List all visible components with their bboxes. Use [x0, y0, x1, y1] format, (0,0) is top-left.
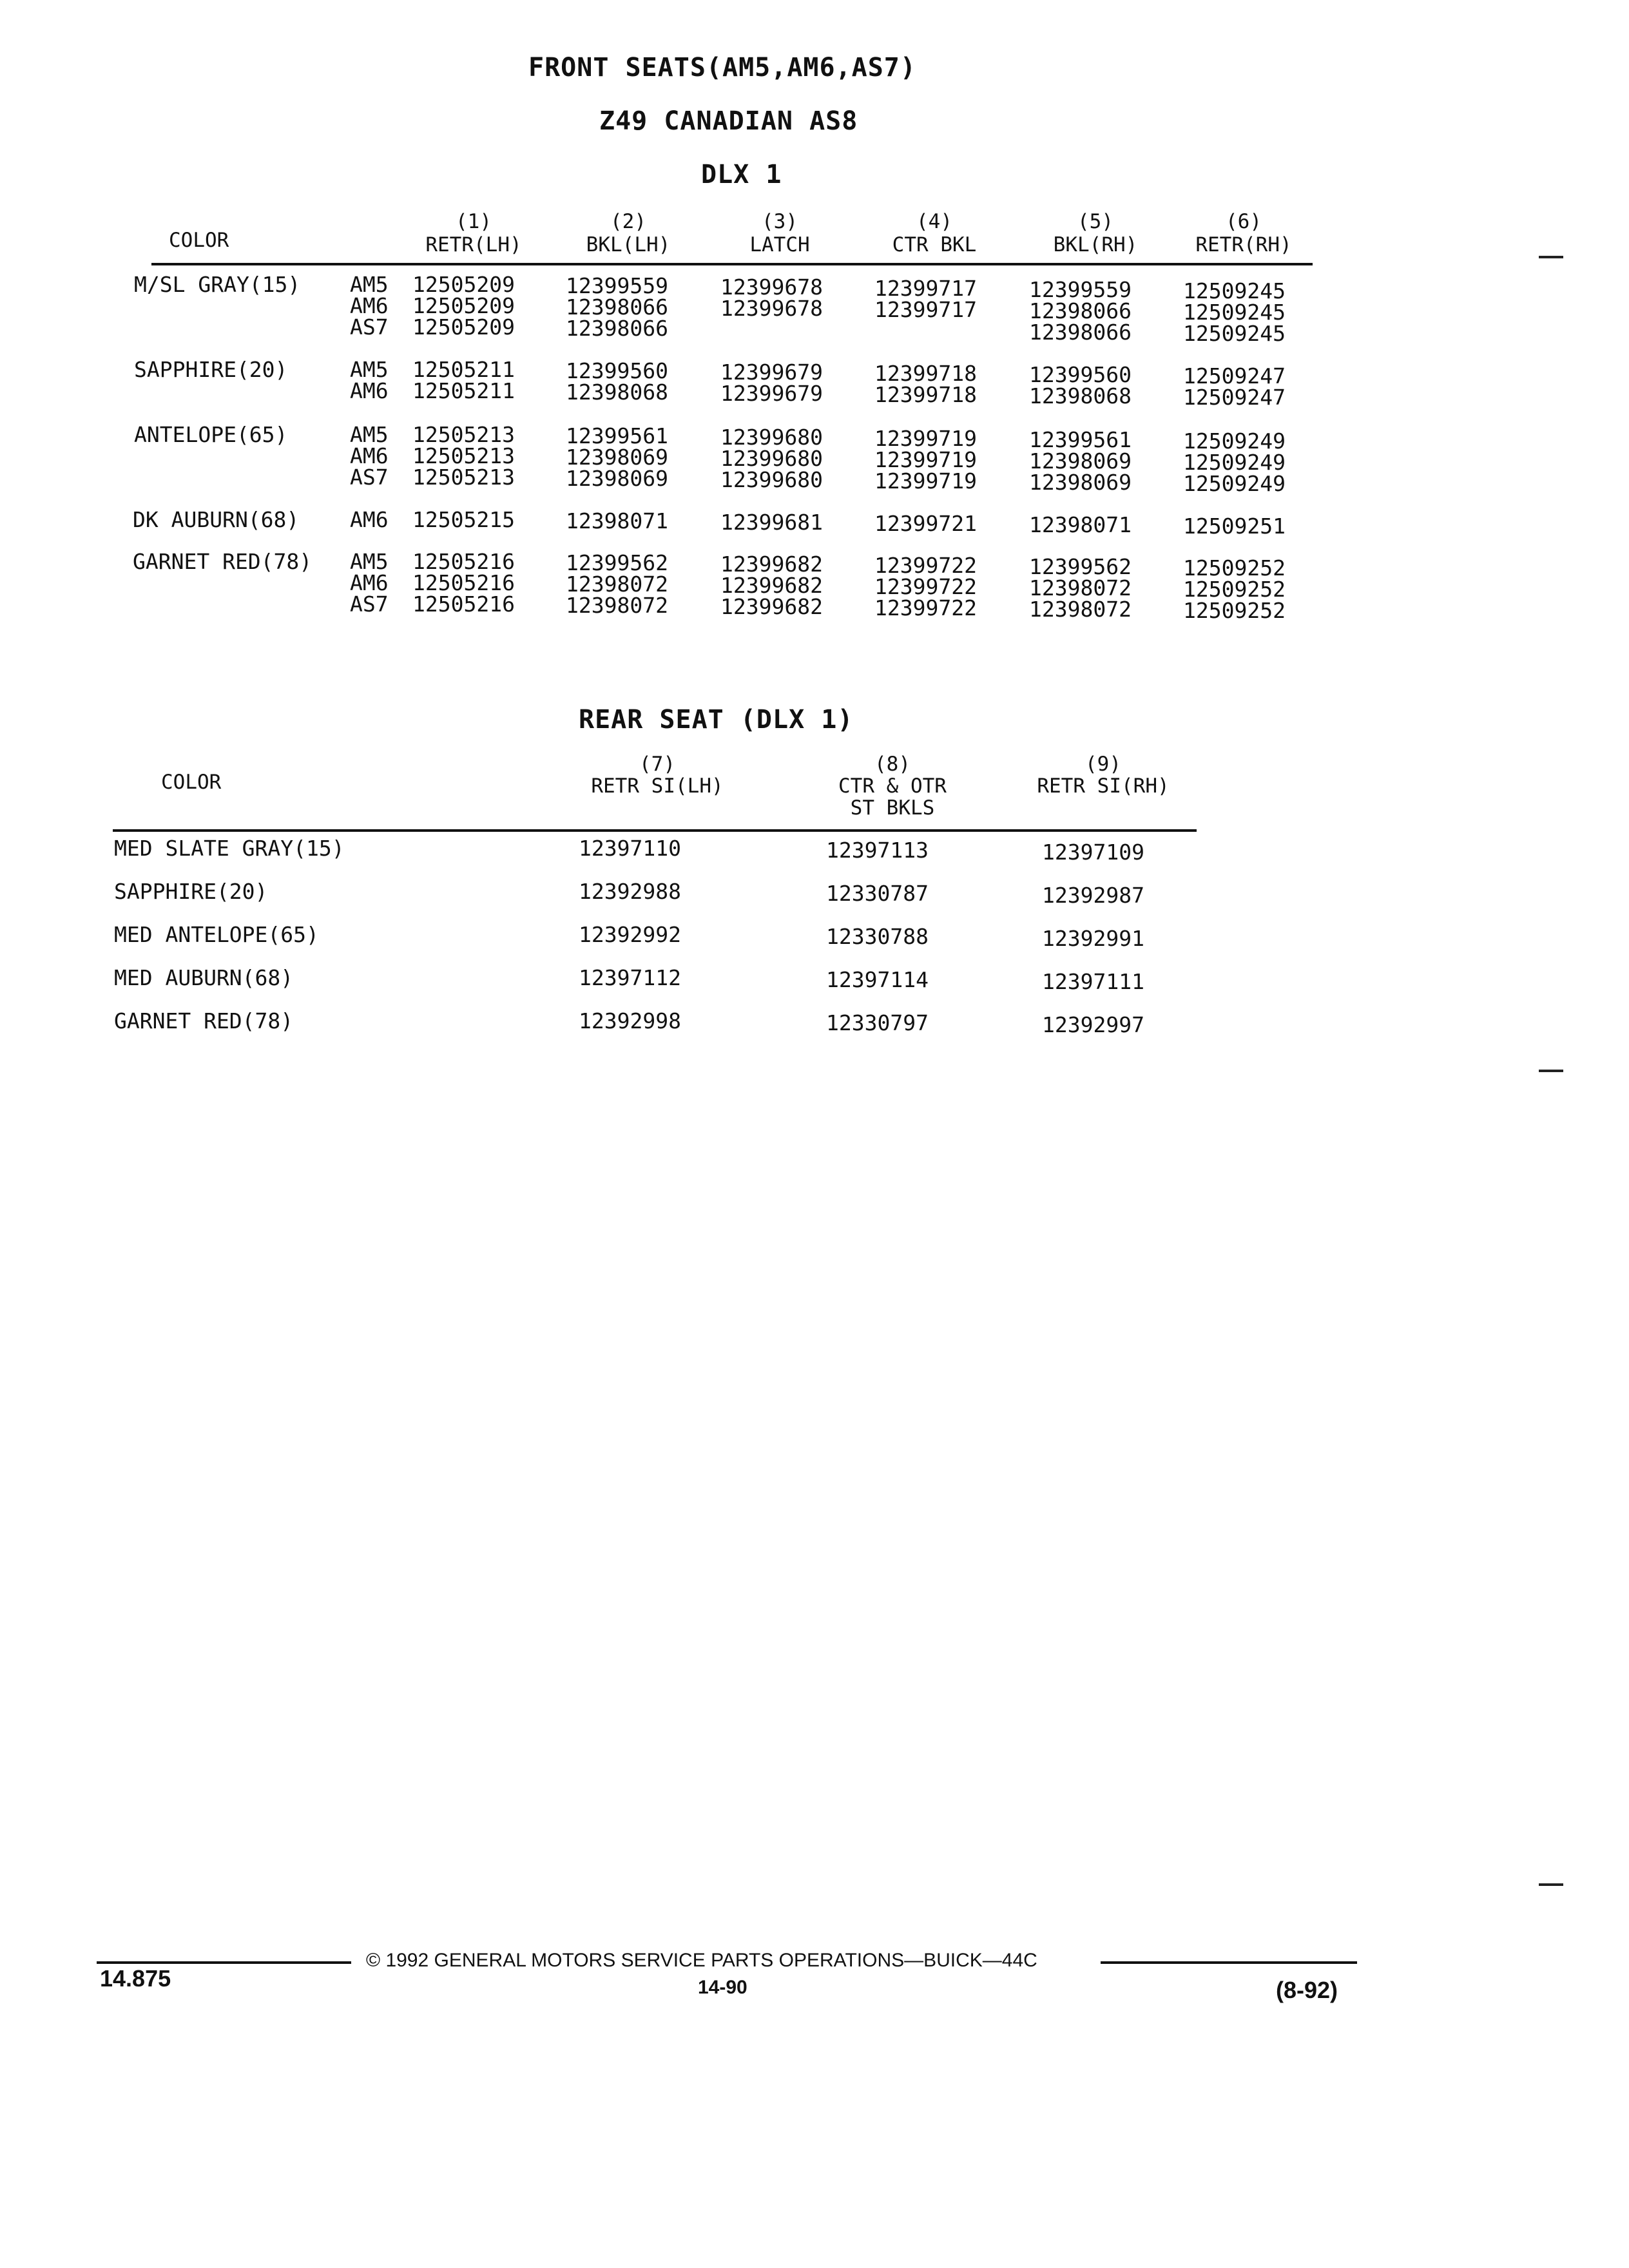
front-part-number: 12509245 [1183, 300, 1286, 325]
rear-part-number: 12392998 [579, 1008, 681, 1033]
front-model-code: AS7 [350, 591, 389, 617]
rear-part-number: 12397109 [1042, 840, 1144, 865]
footer-rule-right [1101, 1961, 1357, 1964]
rear-part-number: 12397110 [579, 836, 681, 861]
front-part-number: 12399559 [566, 273, 668, 298]
front-part-number: 12398068 [1029, 383, 1132, 408]
rear-part-number: 12397112 [579, 965, 681, 990]
front-part-number: 12399718 [874, 361, 977, 386]
front-model-code: AM5 [350, 357, 389, 382]
rear-column-label: CTR & OTR [838, 774, 947, 798]
front-part-number: 12398071 [566, 508, 668, 533]
front-part-number: 12398069 [1029, 470, 1132, 495]
front-part-number: 12509245 [1183, 278, 1286, 303]
front-part-number: 12505211 [412, 357, 515, 382]
front-model-code: AM6 [350, 378, 389, 403]
footer-page-number: 14-90 [698, 1977, 747, 1998]
front-part-number: 12505216 [412, 570, 515, 595]
front-part-number: 12398066 [1029, 320, 1132, 345]
front-part-number: 12509249 [1183, 428, 1286, 454]
front-color-name: DK AUBURN(68) [133, 507, 300, 532]
front-color-name: SAPPHIRE(20) [134, 357, 288, 382]
front-part-number: 12509252 [1183, 577, 1286, 602]
front-part-number: 12509247 [1183, 363, 1286, 389]
front-part-number: 12399562 [1029, 554, 1132, 579]
front-part-number: 12399721 [874, 511, 977, 536]
front-part-number: 12505213 [412, 422, 515, 447]
front-part-number: 12399717 [874, 297, 977, 322]
front-column-label: RETR(RH) [1195, 233, 1292, 256]
front-column-label: CTR BKL [892, 233, 977, 256]
front-part-number: 12398072 [566, 572, 668, 597]
front-part-number: 12399722 [874, 595, 977, 620]
front-part-number: 12399678 [720, 296, 823, 321]
front-part-number: 12399561 [1029, 427, 1132, 452]
front-seats-title: FRONT SEATS(AM5,AM6,AS7) [528, 53, 916, 82]
rear-column-number: (9) [1085, 753, 1121, 776]
front-part-number: 12398066 [566, 294, 668, 320]
front-seats-subtitle: Z49 CANADIAN AS8 [599, 106, 858, 136]
front-part-number: 12399681 [720, 510, 823, 535]
footer-copyright: © 1992 GENERAL MOTORS SERVICE PARTS OPERATIONS—BUICK—44C [366, 1950, 1037, 1971]
front-column-label: LATCH [749, 233, 810, 256]
rear-part-number: 12392987 [1042, 883, 1144, 908]
front-column-label: RETR(LH) [425, 233, 522, 256]
front-part-number: 12509245 [1183, 321, 1286, 346]
rear-color-name: MED AUBURN(68) [114, 965, 294, 990]
front-part-number: 12399682 [720, 594, 823, 619]
front-part-number: 12399680 [720, 425, 823, 450]
front-model-code: AM5 [350, 272, 389, 297]
front-part-number: 12399678 [720, 274, 823, 300]
rear-part-number: 12392992 [579, 922, 681, 947]
front-part-number: 12505209 [412, 272, 515, 297]
front-part-number: 12509249 [1183, 471, 1286, 496]
rear-color-header: COLOR [161, 771, 222, 794]
front-part-number: 12398068 [566, 380, 668, 405]
front-model-code: AM6 [350, 293, 389, 318]
margin-mark [1539, 1070, 1563, 1072]
rear-part-number: 12330797 [826, 1010, 929, 1035]
footer-date: (8-92) [1276, 1977, 1338, 2003]
front-part-number: 12399560 [1029, 362, 1132, 387]
front-part-number: 12505216 [412, 549, 515, 574]
front-model-code: AM5 [350, 422, 389, 447]
front-column-label: BKL(RH) [1053, 233, 1138, 256]
rear-header-rule [113, 829, 1197, 832]
front-part-number: 12399719 [874, 447, 977, 472]
front-column-label: BKL(LH) [586, 233, 671, 256]
front-part-number: 12399562 [566, 550, 668, 575]
front-column-number: (6) [1226, 210, 1262, 233]
front-part-number: 12399559 [1029, 277, 1132, 302]
front-part-number: 12398072 [1029, 575, 1132, 601]
front-part-number: 12399679 [720, 360, 823, 385]
front-part-number: 12399560 [566, 358, 668, 383]
front-part-number: 12399682 [720, 552, 823, 577]
front-part-number: 12399722 [874, 574, 977, 599]
rear-part-number: 12392988 [579, 879, 681, 904]
front-model-code: AM6 [350, 570, 389, 595]
front-part-number: 12398069 [1029, 448, 1132, 474]
front-part-number: 12505213 [412, 465, 515, 490]
front-column-number: (1) [456, 210, 492, 233]
front-part-number: 12398072 [1029, 597, 1132, 622]
rear-part-number: 12392991 [1042, 926, 1144, 951]
front-part-number: 12398069 [566, 445, 668, 470]
rear-part-number: 12330788 [826, 924, 929, 949]
footer-rule-left [97, 1961, 351, 1964]
front-part-number: 12398071 [1029, 512, 1132, 537]
front-part-number: 12509252 [1183, 598, 1286, 623]
front-part-number: 12509252 [1183, 555, 1286, 581]
rear-column-label-line2: ST BKLS [850, 796, 935, 820]
front-color-name: ANTELOPE(65) [134, 422, 288, 447]
front-part-number: 12398069 [566, 466, 668, 491]
front-color-name: GARNET RED(78) [133, 549, 313, 574]
front-part-number: 12399717 [874, 276, 977, 301]
rear-color-name: MED ANTELOPE(65) [114, 922, 319, 947]
front-part-number: 12399682 [720, 573, 823, 598]
front-part-number: 12399561 [566, 423, 668, 448]
front-part-number: 12505216 [412, 591, 515, 617]
front-part-number: 12509247 [1183, 385, 1286, 410]
front-part-number: 12399719 [874, 426, 977, 451]
front-column-number: (4) [916, 210, 952, 233]
footer-section-number: 14.875 [100, 1965, 171, 1992]
rear-column-label: RETR SI(RH) [1037, 774, 1170, 798]
front-model-code: AS7 [350, 465, 389, 490]
margin-mark [1539, 1883, 1563, 1886]
front-color-header: COLOR [169, 229, 229, 252]
front-color-name: M/SL GRAY(15) [134, 272, 301, 297]
rear-part-number: 12397114 [826, 967, 929, 992]
front-part-number: 12399722 [874, 553, 977, 578]
rear-seat-title: REAR SEAT (DLX 1) [579, 705, 854, 735]
rear-color-name: GARNET RED(78) [114, 1008, 294, 1033]
front-part-number: 12505211 [412, 378, 515, 403]
front-part-number: 12505209 [412, 314, 515, 340]
rear-part-number: 12392997 [1042, 1012, 1144, 1037]
front-seats-trim: DLX 1 [701, 160, 782, 189]
front-part-number: 12505209 [412, 293, 515, 318]
rear-column-label: RETR SI(LH) [591, 774, 724, 798]
front-model-code: AS7 [350, 314, 389, 340]
front-part-number: 12509249 [1183, 450, 1286, 475]
front-part-number: 12399718 [874, 382, 977, 407]
front-column-number: (5) [1077, 210, 1113, 233]
rear-part-number: 12397111 [1042, 969, 1144, 994]
front-model-code: AM6 [350, 443, 389, 468]
rear-column-number: (7) [639, 753, 675, 776]
front-part-number: 12399679 [720, 381, 823, 406]
margin-mark [1539, 256, 1563, 258]
front-part-number: 12398066 [1029, 298, 1132, 323]
front-part-number: 12505215 [412, 507, 515, 532]
rear-column-number: (8) [874, 753, 911, 776]
front-column-number: (2) [610, 210, 646, 233]
rear-color-name: SAPPHIRE(20) [114, 879, 268, 904]
rear-color-name: MED SLATE GRAY(15) [114, 836, 345, 861]
rear-part-number: 12330787 [826, 881, 929, 906]
front-model-code: AM5 [350, 549, 389, 574]
rear-part-number: 12397113 [826, 838, 929, 863]
front-column-number: (3) [762, 210, 798, 233]
front-part-number: 12399680 [720, 446, 823, 471]
front-header-rule [151, 263, 1313, 265]
front-part-number: 12399680 [720, 467, 823, 492]
front-part-number: 12398072 [566, 593, 668, 618]
front-part-number: 12399719 [874, 468, 977, 494]
front-model-code: AM6 [350, 507, 389, 532]
front-part-number: 12509251 [1183, 514, 1286, 539]
front-part-number: 12505213 [412, 443, 515, 468]
front-part-number: 12398066 [566, 316, 668, 341]
